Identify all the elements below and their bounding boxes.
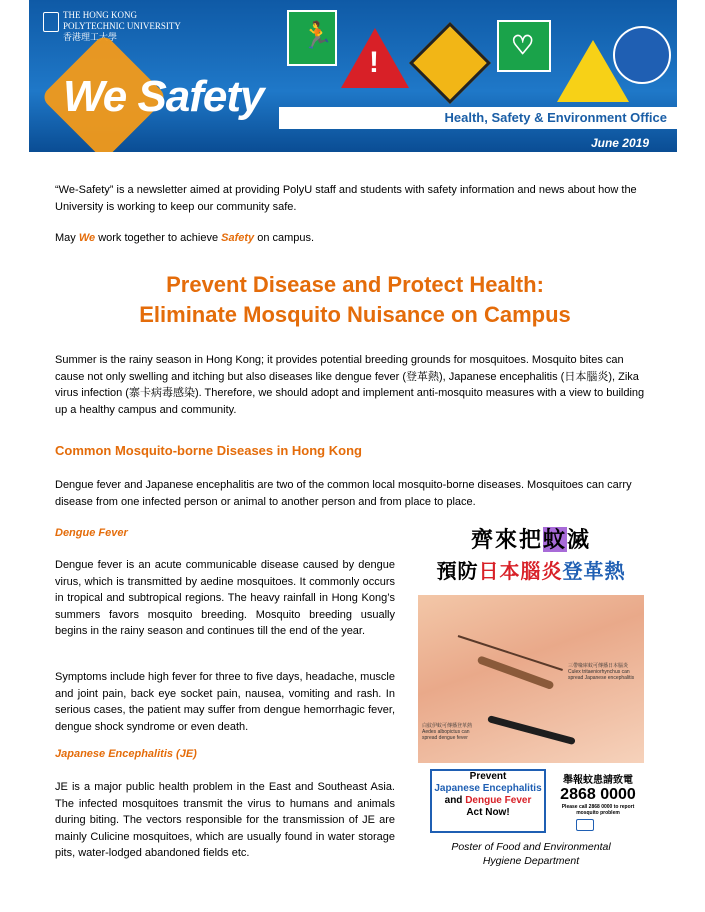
exit-sign-icon: 🏃 — [287, 10, 337, 66]
poster-caption-2: Hygiene Department — [482, 855, 580, 867]
fehd-logo-icon — [576, 819, 594, 831]
university-name-en-2: POLYTECHNIC UNIVERSITY — [63, 21, 181, 31]
body-paragraph-2: Dengue fever and Japanese encephalitis are two of the common local mosquito-borne diseases. Mosquitoes can carry disease from one infected person or animal to another person and from place to place. — [55, 479, 632, 508]
university-name-zh: 香港理工大學 — [63, 32, 118, 42]
hotline-en: Please call 2868 0000 to report mosquito problem — [561, 804, 635, 816]
poster-label-culex: 三帶喙庫蚊可傳播日本腦炎 Culex tritaeniorhynchus can spread Japanese encephalitis — [568, 663, 635, 681]
slogan-pre: May — [55, 232, 79, 244]
poster-box-and: and — [444, 795, 463, 806]
first-aid-heart-icon: ♡ — [497, 20, 551, 72]
warning-sign-icon — [341, 28, 409, 88]
poster-slogan-box — [430, 769, 546, 833]
section-title: Common Mosquito-borne Diseases in Hong Kong — [55, 443, 362, 458]
slogan-safety: Safety — [221, 232, 255, 244]
poster-box-line-3 — [432, 795, 544, 807]
poster-title-1-pre: 齊來把 — [470, 527, 543, 552]
article-headline — [55, 270, 655, 330]
slogan-we: We — [78, 232, 96, 244]
logo-safety: Safety — [137, 72, 264, 121]
poster-title-1 — [418, 523, 644, 554]
fehd-poster — [418, 517, 644, 837]
poster-box-line-2: Japanese Encephalitis — [434, 783, 542, 794]
hotline-zh: 舉報蚊患請致電 — [563, 775, 633, 786]
hotline-number: 2868 0000 — [560, 786, 636, 803]
we-safety-logo — [63, 72, 264, 122]
dengue-paragraph-2: Symptoms include high fever for three to five days, headache, muscle and joint pain, back eye socket pain, nausea, vomiting and rash. In serious cases, the patient may suffer from dengue hemorrhagic fever, dengue shock syndrome or even death. — [55, 671, 395, 733]
poster-label-aedes: 白紋伊蚊可傳播登革熱 Aedes albopictus can spread dengue fever — [422, 723, 473, 741]
issue-date: June 2019 — [590, 136, 649, 150]
poster-box-dengue: Dengue Fever — [465, 795, 532, 806]
logo-we: We — [63, 72, 127, 121]
mosquito-aedes-body — [487, 715, 576, 745]
crest-icon — [43, 12, 59, 32]
slogan-post: on campus. — [254, 232, 315, 244]
slogan-mid: work together to achieve — [95, 232, 222, 244]
poster-title-1-post: 滅 — [567, 527, 592, 552]
poster-box-line-1: Prevent — [469, 771, 507, 782]
je-title: Japanese Encephalitis (JE) — [55, 748, 197, 760]
dengue-paragraph-1: Dengue fever is an acute communicable disease caused by dengue virus, which is transmitted by aedine mosquitoes. It commonly occurs in tropical and subtropical regions. The heavy rainfall in Hong Kong’s summers favors mosquito breeding. Mosquito breeding usually begins in the rainy season and continues till the end of the year. — [55, 559, 395, 637]
direction-arrow-sign-icon — [409, 22, 491, 104]
je-paragraph-1: JE is a major public health problem in the East and Southeast Asia. The infected mosquitoes transmit the virus to humans and animals during biting. The vectors responsible for the transmission of JE are mainly Culicine mosquitoes, which are usually found in water storage pits, water-lodged abandoned fields etc. — [55, 781, 395, 859]
poster-title-1-highlight: 蚊 — [542, 527, 567, 552]
slogan — [55, 230, 655, 247]
poster-title-2 — [418, 555, 644, 584]
mosquito-culex-body — [477, 655, 555, 690]
university-logo — [43, 10, 181, 43]
poster-title-2-b: 日本腦炎 — [478, 561, 563, 583]
dengue-title: Dengue Fever — [55, 527, 128, 539]
headline-line-2: Eliminate Mosquito Nuisance on Campus — [139, 302, 571, 327]
poster-caption — [418, 840, 644, 868]
intro-text: “We-Safety” is a newsletter aimed at providing PolyU staff and students with safety information and news about how the University is working to keep our community safe. — [55, 184, 637, 213]
office-name: Health, Safety & Environment Office — [444, 110, 667, 125]
poster-box-line-4: Act Now! — [466, 807, 510, 818]
office-bar — [279, 107, 677, 129]
poster-title-2-a: 預防 — [436, 561, 479, 583]
headline-line-1: Prevent Disease and Protect Health: — [166, 272, 544, 297]
poster-title-2-c: 登革熱 — [562, 561, 626, 583]
newsletter-banner — [29, 0, 677, 152]
poster-hotline — [552, 771, 644, 816]
body-paragraph-1: Summer is the rainy season in Hong Kong; it provides potential breeding grounds for mosquitoes. Mosquito bites can cause not only swelling and itching but also diseases like dengue fever (登革熱), Japanese encephalitis (日本腦炎), Zika virus infection (寨卡病毒感染). Therefore, we should adopt and implement anti-mosquito measures with a view to building up a healthy campus and community. — [55, 354, 645, 416]
university-name-en-1: THE HONG KONG — [63, 10, 137, 20]
mosquito-photo — [418, 595, 644, 763]
poster-caption-1: Poster of Food and Environmental — [451, 841, 611, 853]
safety-boot-icon — [613, 26, 671, 84]
